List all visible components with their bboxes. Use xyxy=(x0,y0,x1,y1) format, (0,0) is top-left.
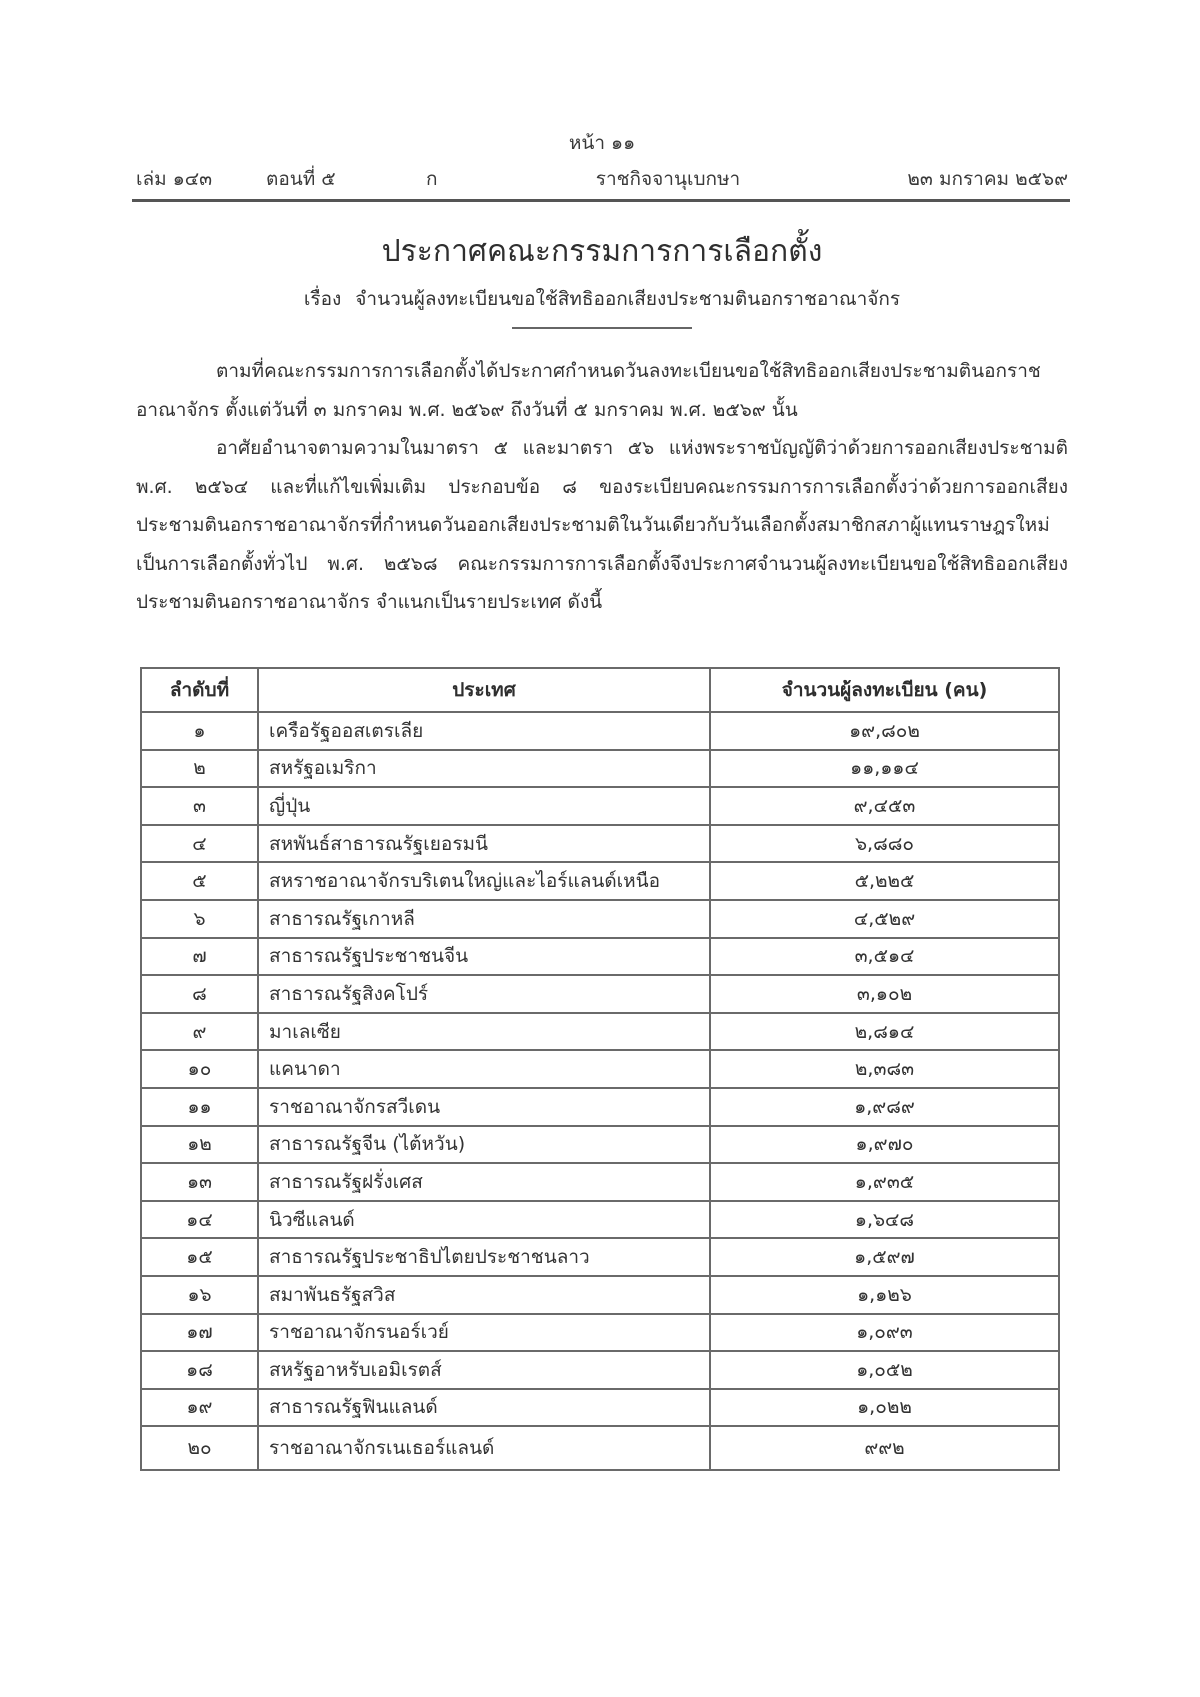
issue-number: ตอนที่ ๕ xyxy=(266,168,336,190)
row-country: สาธารณรัฐจีน (ไต้หวัน) xyxy=(258,1126,710,1164)
row-order: ๓ xyxy=(141,787,258,825)
row-country: สาธารณรัฐประชาธิปไตยประชาชนลาว xyxy=(258,1238,710,1276)
row-country: สหรัฐอเมริกา xyxy=(258,750,710,788)
row-country: สมาพันธรัฐสวิส xyxy=(258,1276,710,1314)
row-country: สาธารณรัฐฝรั่งเศส xyxy=(258,1163,710,1201)
row-order: ๘ xyxy=(141,975,258,1013)
row-country: สาธารณรัฐฟินแลนด์ xyxy=(258,1389,710,1427)
table-row xyxy=(141,1201,1059,1239)
row-count: ๑,๙๓๕ xyxy=(710,1163,1059,1201)
document-subject xyxy=(136,284,1068,314)
row-count: ๒,๓๘๓ xyxy=(710,1050,1059,1088)
table-row xyxy=(141,1276,1059,1314)
row-order: ๑๐ xyxy=(141,1050,258,1088)
row-country: สหราชอาณาจักรบริเตนใหญ่และไอร์แลนด์เหนือ xyxy=(258,862,710,900)
row-count: ๓,๑๐๒ xyxy=(710,975,1059,1013)
table-row xyxy=(141,750,1059,788)
row-count: ๙๙๒ xyxy=(710,1426,1059,1470)
row-count: ๑,๑๒๖ xyxy=(710,1276,1059,1314)
column-header-order: ลำดับที่ xyxy=(141,668,258,712)
registration-table xyxy=(140,667,1060,1471)
page-number: หน้า ๑๑ xyxy=(568,132,636,154)
table-row xyxy=(141,975,1059,1013)
row-country: ราชอาณาจักรเนเธอร์แลนด์ xyxy=(258,1426,710,1470)
row-count: ๑,๖๔๘ xyxy=(710,1201,1059,1239)
row-country: มาเลเซีย xyxy=(258,1013,710,1051)
row-count: ๕,๒๒๕ xyxy=(710,862,1059,900)
row-count: ๑,๕๙๗ xyxy=(710,1238,1059,1276)
row-country: ราชอาณาจักรนอร์เวย์ xyxy=(258,1314,710,1352)
announcement-body xyxy=(136,352,1068,622)
section-letter: ก xyxy=(426,168,438,190)
subject-text: จำนวนผู้ลงทะเบียนขอใช้สิทธิออกเสียงประชามตินอกราชอาณาจักร xyxy=(355,288,901,310)
row-order: ๑๗ xyxy=(141,1314,258,1352)
row-count: ๑๙,๘๐๒ xyxy=(710,712,1059,750)
row-order: ๑๔ xyxy=(141,1201,258,1239)
row-order: ๑๖ xyxy=(141,1276,258,1314)
row-country: สหรัฐอาหรับเอมิเรตส์ xyxy=(258,1351,710,1389)
row-order: ๒๐ xyxy=(141,1426,258,1470)
paragraph-2: อาศัยอำนาจตามความในมาตรา ๕ และมาตรา ๕๖ แห่งพระราชบัญญัติว่าด้วยการออกเสียงประชามติ พ.ศ. ๒๕๖๔ และที่แก้ไขเพิ่มเติม ประกอบข้อ ๘ ของระเบียบคณะกรรมการการเลือกตั้งว่าด้วยการออกเสียงประชามตินอกราชอาณาจักรที่กำหนดวันออกเสียงประชามติในวันเดียวกับวันเลือกตั้งสมาชิกสภาผู้แทนราษฎรใหม่ เป็นการเลือกตั้งทั่วไป พ.ศ. ๒๕๖๘ คณะกรรมการการเลือกตั้งจึงประกาศจำนวนผู้ลงทะเบียนขอใช้สิทธิออกเสียงประชามตินอกราชอาณาจักร จำแนกเป็นรายประเทศ ดังนี้ xyxy=(136,437,1068,613)
row-count: ๓,๕๑๔ xyxy=(710,938,1059,976)
row-order: ๖ xyxy=(141,900,258,938)
table-header-row xyxy=(141,668,1059,712)
row-order: ๕ xyxy=(141,862,258,900)
table-row xyxy=(141,1126,1059,1164)
row-count: ๔,๕๒๙ xyxy=(710,900,1059,938)
table-row xyxy=(141,787,1059,825)
table-row xyxy=(141,1314,1059,1352)
subject-label: เรื่อง xyxy=(303,288,342,310)
paragraph-1: ตามที่คณะกรรมการการเลือกตั้งได้ประกาศกำหนดวันลงทะเบียนขอใช้สิทธิออกเสียงประชามตินอกราชอาณาจักร ตั้งแต่วันที่ ๓ มกราคม พ.ศ. ๒๕๖๙ ถึงวันที่ ๕ มกราคม พ.ศ. ๒๕๖๙ นั้น xyxy=(136,360,1041,421)
table-body xyxy=(141,712,1059,1470)
row-count: ๒,๘๑๔ xyxy=(710,1013,1059,1051)
row-order: ๑๓ xyxy=(141,1163,258,1201)
row-country: สาธารณรัฐเกาหลี xyxy=(258,900,710,938)
row-country: สาธารณรัฐสิงคโปร์ xyxy=(258,975,710,1013)
row-order: ๑๒ xyxy=(141,1126,258,1164)
row-country: นิวซีแลนด์ xyxy=(258,1201,710,1239)
table-row xyxy=(141,712,1059,750)
row-count: ๑,๙๘๙ xyxy=(710,1088,1059,1126)
row-country: แคนาดา xyxy=(258,1050,710,1088)
table-row xyxy=(141,1163,1059,1201)
row-order: ๗ xyxy=(141,938,258,976)
column-header-count: จำนวนผู้ลงทะเบียน (คน) xyxy=(710,668,1059,712)
column-header-country: ประเทศ xyxy=(258,668,710,712)
row-order: ๑๘ xyxy=(141,1351,258,1389)
row-count: ๑,๐๕๒ xyxy=(710,1351,1059,1389)
table-row xyxy=(141,1050,1059,1088)
table-row xyxy=(141,1088,1059,1126)
row-country: สาธารณรัฐประชาชนจีน xyxy=(258,938,710,976)
table-row xyxy=(141,1351,1059,1389)
row-order: ๑ xyxy=(141,712,258,750)
row-order: ๑๙ xyxy=(141,1389,258,1427)
volume-number: เล่ม ๑๔๓ xyxy=(136,168,213,190)
row-order: ๑๑ xyxy=(141,1088,258,1126)
row-country: สหพันธ์สาธารณรัฐเยอรมนี xyxy=(258,825,710,863)
table-row xyxy=(141,938,1059,976)
gazette-name: ราชกิจจานุเบกษา xyxy=(595,168,741,190)
table-row xyxy=(141,1426,1059,1470)
publication-date: ๒๓ มกราคม ๒๕๖๙ xyxy=(907,168,1068,190)
row-count: ๑,๙๗๐ xyxy=(710,1126,1059,1164)
row-order: ๙ xyxy=(141,1013,258,1051)
table-row xyxy=(141,1238,1059,1276)
row-country: ญี่ปุ่น xyxy=(258,787,710,825)
row-count: ๖,๘๘๐ xyxy=(710,825,1059,863)
table-row xyxy=(141,1389,1059,1427)
table-row xyxy=(141,900,1059,938)
running-header xyxy=(136,164,1068,196)
row-country: ราชอาณาจักรสวีเดน xyxy=(258,1088,710,1126)
row-count: ๑,๐๙๓ xyxy=(710,1314,1059,1352)
row-country: เครือรัฐออสเตรเลีย xyxy=(258,712,710,750)
table-row xyxy=(141,825,1059,863)
row-count: ๑,๐๒๒ xyxy=(710,1389,1059,1427)
row-order: ๑๕ xyxy=(141,1238,258,1276)
row-count: ๙,๔๕๓ xyxy=(710,787,1059,825)
header-divider xyxy=(132,199,1070,202)
table-row xyxy=(141,1013,1059,1051)
row-order: ๔ xyxy=(141,825,258,863)
table-row xyxy=(141,862,1059,900)
row-order: ๒ xyxy=(141,750,258,788)
row-count: ๑๑,๑๑๔ xyxy=(710,750,1059,788)
document-title: ประกาศคณะกรรมการการเลือกตั้ง xyxy=(381,234,823,269)
title-divider xyxy=(512,327,692,329)
